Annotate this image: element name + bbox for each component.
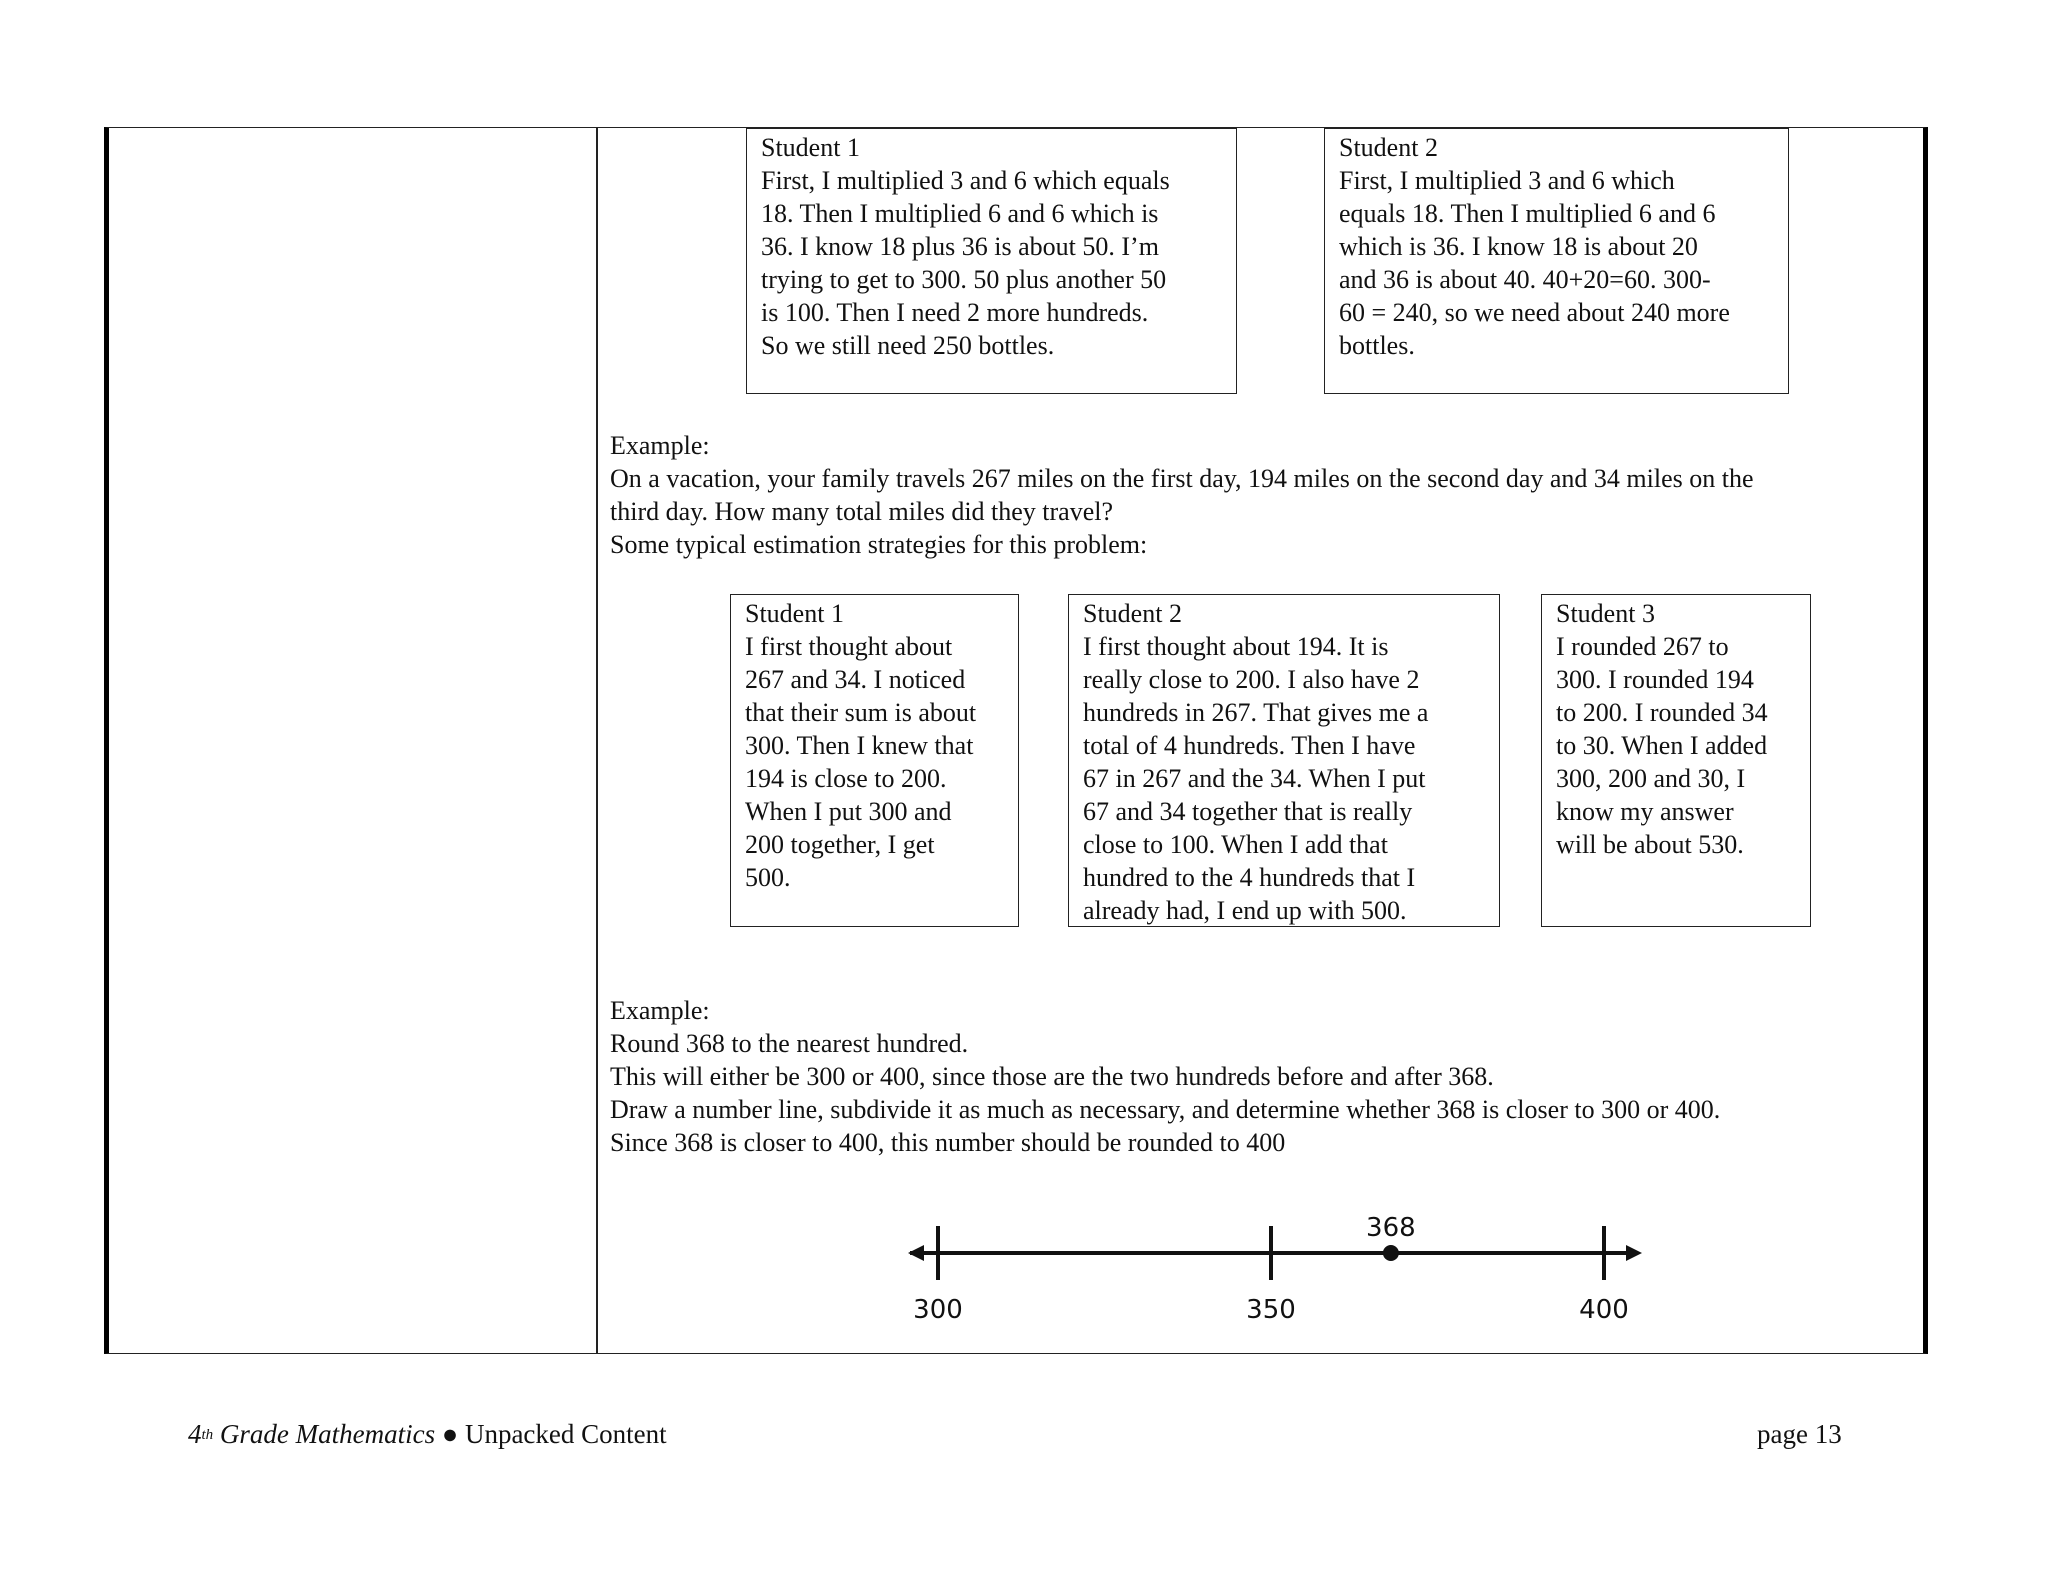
box-line: which is 36. I know 18 is about 20 [1339, 232, 1698, 261]
box-line: that their sum is about [745, 698, 977, 727]
box-line: I rounded 267 to [1556, 632, 1729, 661]
box-line: Student 2 [1339, 133, 1438, 162]
grade-number: 4 [188, 1419, 202, 1449]
box-line: 267 and 34. I noticed [745, 665, 966, 694]
box-line: already had, I end up with 500. [1083, 896, 1407, 925]
box-line: 300. Then I knew that [745, 731, 974, 760]
box-line: 18. Then I multiplied 6 and 6 which is [761, 199, 1159, 228]
example-label: Example: [610, 431, 710, 460]
example-line: Some typical estimation strategies for this problem: [610, 530, 1148, 559]
box-line: So we still need 250 bottles. [761, 331, 1055, 360]
box-line: Student 3 [1556, 599, 1655, 628]
box-line: When I put 300 and [745, 797, 952, 826]
tick-label-300: 300 [913, 1295, 963, 1325]
box-line: First, I multiplied 3 and 6 which [1339, 166, 1675, 195]
box-line: First, I multiplied 3 and 6 which equals [761, 166, 1170, 195]
example-rounding-text [610, 994, 1720, 1159]
student-3-box-miles [1541, 594, 1811, 927]
example-line: Since 368 is closer to 400, this number should be rounded to 400 [610, 1128, 1286, 1157]
example-line: On a vacation, your family travels 267 miles on the first day, 194 miles on the second day and 34 miles on the [610, 464, 1754, 493]
grade-title: Grade Mathematics [213, 1419, 436, 1449]
student-2-box-bottles [1324, 128, 1789, 394]
box-line: close to 100. When I add that [1083, 830, 1388, 859]
box-line: Student 2 [1083, 599, 1182, 628]
example-vacation-text [610, 429, 1754, 561]
footer-separator: ● [435, 1419, 465, 1449]
grade-suffix: th [201, 1427, 214, 1443]
box-line: 500. [745, 863, 791, 892]
tick-label-400: 400 [1579, 1295, 1629, 1325]
box-line: 300, 200 and 30, I [1556, 764, 1746, 793]
example-line: Draw a number line, subdivide it as much as necessary, and determine whether 368 is closer to 300 or 400. [610, 1095, 1721, 1124]
point-marker [1383, 1245, 1399, 1261]
box-line: trying to get to 300. 50 plus another 50 [761, 265, 1167, 294]
box-line: I first thought about 194. It is [1083, 632, 1389, 661]
footer-subtitle: Unpacked Content [464, 1419, 667, 1449]
right-arrow-icon [1626, 1245, 1642, 1261]
student-1-box-miles [730, 594, 1019, 927]
left-arrow-icon [908, 1245, 924, 1261]
point-label: 368 [1366, 1213, 1416, 1243]
box-line: I first thought about [745, 632, 953, 661]
box-line: equals 18. Then I multiplied 6 and 6 [1339, 199, 1716, 228]
box-line: 300. I rounded 194 [1556, 665, 1754, 694]
column-divider [596, 127, 598, 1354]
footer-title [188, 1419, 667, 1450]
page-number: page 13 [1757, 1419, 1842, 1449]
box-line: Student 1 [745, 599, 844, 628]
box-line: 194 is close to 200. [745, 764, 947, 793]
box-line: hundreds in 267. That gives me a [1083, 698, 1429, 727]
number-line-diagram [890, 1180, 1670, 1330]
box-line: is 100. Then I need 2 more hundreds. [761, 298, 1149, 327]
box-line: know my answer [1556, 797, 1734, 826]
example-label: Example: [610, 996, 710, 1025]
box-line: Student 1 [761, 133, 860, 162]
box-line: 60 = 240, so we need about 240 more [1339, 298, 1730, 327]
student-1-box-bottles [746, 128, 1237, 394]
box-line: 67 and 34 together that is really [1083, 797, 1413, 826]
box-line: and 36 is about 40. 40+20=60. 300- [1339, 265, 1711, 294]
tick-label-350: 350 [1246, 1295, 1296, 1325]
box-line: to 30. When I added [1556, 731, 1768, 760]
box-line: 200 together, I get [745, 830, 935, 859]
box-line: to 200. I rounded 34 [1556, 698, 1768, 727]
student-2-box-miles [1068, 594, 1500, 927]
example-line: third day. How many total miles did they travel? [610, 497, 1114, 526]
box-line: 36. I know 18 plus 36 is about 50. I’m [761, 232, 1159, 261]
box-line: will be about 530. [1556, 830, 1744, 859]
box-line: total of 4 hundreds. Then I have [1083, 731, 1416, 760]
box-line: really close to 200. I also have 2 [1083, 665, 1420, 694]
box-line: hundred to the 4 hundreds that I [1083, 863, 1416, 892]
example-line: This will either be 300 or 400, since those are the two hundreds before and after 368. [610, 1062, 1494, 1091]
box-line: 67 in 267 and the 34. When I put [1083, 764, 1426, 793]
example-line: Round 368 to the nearest hundred. [610, 1029, 969, 1058]
box-line: bottles. [1339, 331, 1415, 360]
